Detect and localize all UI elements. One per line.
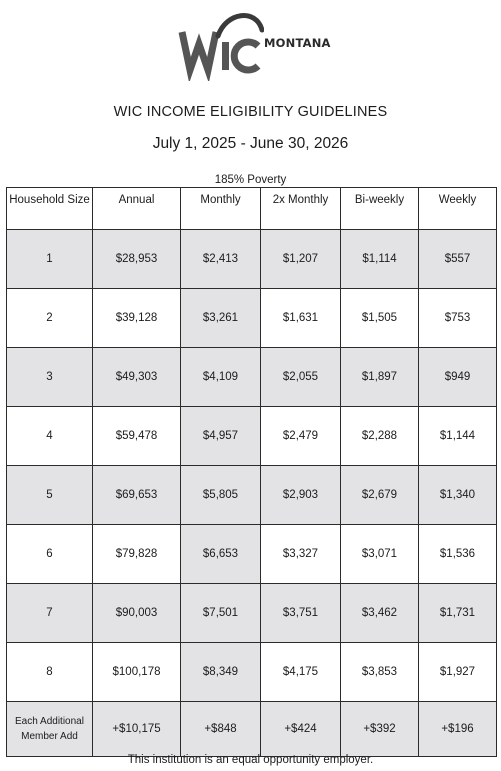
cell-annual: $59,478: [93, 407, 181, 466]
logo-state-name: MONTANA: [264, 36, 331, 50]
header-row: [7, 188, 497, 230]
cell-bi-weekly: $3,462: [341, 584, 419, 643]
cell-monthly: $7,501: [181, 584, 261, 643]
cell-size: 6: [7, 525, 93, 584]
table-row: [7, 584, 497, 643]
cell-2x-monthly: $3,751: [261, 584, 341, 643]
cell-annual: $69,653: [93, 466, 181, 525]
cell-bi-weekly: $1,114: [341, 230, 419, 289]
cell-monthly: $8,349: [181, 643, 261, 702]
cell-annual: $39,128: [93, 289, 181, 348]
cell-weekly: $1,927: [419, 643, 497, 702]
cell-bi-weekly: $2,679: [341, 466, 419, 525]
cell-2x-monthly: $1,631: [261, 289, 341, 348]
cell-size: 4: [7, 407, 93, 466]
cell-size: 2: [7, 289, 93, 348]
cell-annual: $49,303: [93, 348, 181, 407]
cell-size: 1: [7, 230, 93, 289]
table-row: [7, 348, 497, 407]
cell-monthly: $2,413: [181, 230, 261, 289]
table-row: [7, 407, 497, 466]
cell-weekly: $1,340: [419, 466, 497, 525]
cell-bi-weekly: $1,505: [341, 289, 419, 348]
cell-weekly: $1,536: [419, 525, 497, 584]
cell-2x-monthly: $2,903: [261, 466, 341, 525]
cell-2x-monthly: $4,175: [261, 643, 341, 702]
cell-weekly: $1,731: [419, 584, 497, 643]
cell-2x-monthly: $1,207: [261, 230, 341, 289]
cell-annual: +$10,175: [93, 702, 181, 757]
header-2x-monthly: 2x Monthly: [261, 188, 341, 230]
cell-bi-weekly: $1,897: [341, 348, 419, 407]
eligibility-table: [6, 187, 497, 757]
additional-member-row: [7, 702, 497, 757]
cell-weekly: $949: [419, 348, 497, 407]
date-range: July 1, 2025 - June 30, 2026: [152, 135, 349, 152]
header-annual: Annual: [93, 188, 181, 230]
cell-bi-weekly: $3,853: [341, 643, 419, 702]
cell-annual: $28,953: [93, 230, 181, 289]
page-title: WIC INCOME ELIGIBILITY GUIDELINES: [113, 104, 388, 120]
table-row: [7, 525, 497, 584]
table-row: [7, 466, 497, 525]
header-weekly: Weekly: [419, 188, 497, 230]
cell-size: 3: [7, 348, 93, 407]
cell-additional-label: Each Additional Member Add: [7, 702, 93, 757]
table-row: [7, 643, 497, 702]
header-monthly: Monthly: [181, 188, 261, 230]
table-row: [7, 289, 497, 348]
cell-monthly: $4,109: [181, 348, 261, 407]
cell-size: 7: [7, 584, 93, 643]
cell-bi-weekly: $3,071: [341, 525, 419, 584]
cell-annual: $79,828: [93, 525, 181, 584]
cell-size: 8: [7, 643, 93, 702]
cell-weekly: $753: [419, 289, 497, 348]
cell-bi-weekly: +$392: [341, 702, 419, 757]
cell-2x-monthly: +$424: [261, 702, 341, 757]
header-household-size: Household Size: [7, 188, 93, 230]
header-bi-weekly: Bi-weekly: [341, 188, 419, 230]
cell-monthly: $6,653: [181, 525, 261, 584]
cell-2x-monthly: $2,479: [261, 407, 341, 466]
cell-weekly: +$196: [419, 702, 497, 757]
cell-weekly: $1,144: [419, 407, 497, 466]
cell-annual: $90,003: [93, 584, 181, 643]
cell-monthly: $5,805: [181, 466, 261, 525]
cell-annual: $100,178: [93, 643, 181, 702]
cell-monthly: +$848: [181, 702, 261, 757]
cell-2x-monthly: $2,055: [261, 348, 341, 407]
wic-montana-logo: [178, 6, 338, 81]
cell-weekly: $557: [419, 230, 497, 289]
cell-monthly: $4,957: [181, 407, 261, 466]
cell-monthly: $3,261: [181, 289, 261, 348]
poverty-label: 185% Poverty: [214, 174, 287, 186]
wic-logo-mark: [178, 6, 264, 81]
cell-2x-monthly: $3,327: [261, 525, 341, 584]
cell-bi-weekly: $2,288: [341, 407, 419, 466]
cell-size: 5: [7, 466, 93, 525]
table-row: [7, 230, 497, 289]
footer-statement: This institution is an equal opportunity employer.: [127, 754, 374, 766]
